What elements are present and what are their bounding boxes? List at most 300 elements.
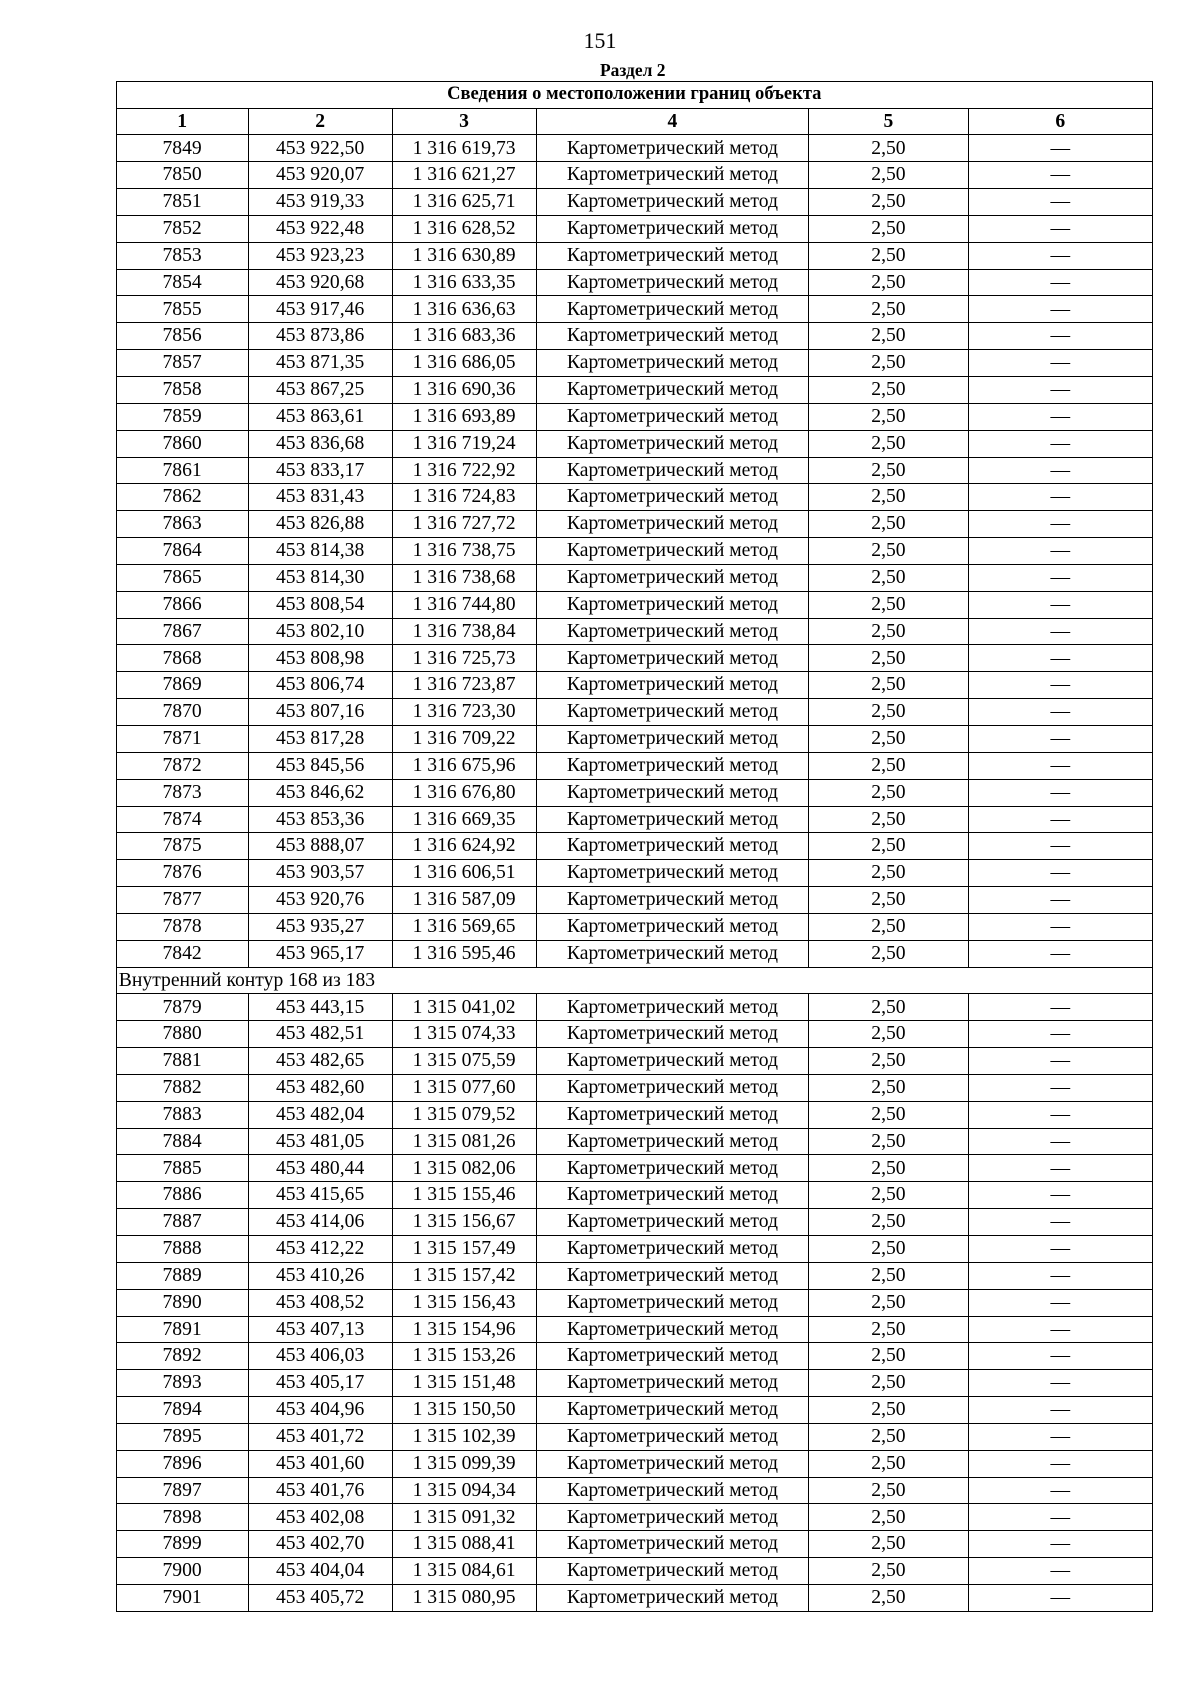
description-cell: — bbox=[968, 377, 1152, 404]
table-row bbox=[116, 377, 1152, 404]
accuracy-cell: 2,50 bbox=[809, 1209, 968, 1236]
point-number-cell: 7895 bbox=[116, 1423, 248, 1450]
y-coordinate-cell: 1 316 619,73 bbox=[392, 135, 536, 162]
method-cell: Картометрический метод bbox=[536, 511, 809, 538]
accuracy-cell: 2,50 bbox=[809, 1074, 968, 1101]
section-title: Раздел 2 bbox=[599, 60, 666, 81]
method-cell: Картометрический метод bbox=[536, 1048, 809, 1075]
point-number-cell: 7889 bbox=[116, 1262, 248, 1289]
y-coordinate-cell: 1 316 744,80 bbox=[392, 591, 536, 618]
description-cell: — bbox=[968, 323, 1152, 350]
method-cell: Картометрический метод bbox=[536, 1289, 809, 1316]
y-coordinate-cell: 1 315 088,41 bbox=[392, 1531, 536, 1558]
y-coordinate-cell: 1 316 606,51 bbox=[392, 860, 536, 887]
method-cell: Картометрический метод bbox=[536, 135, 809, 162]
table-row bbox=[116, 1397, 1152, 1424]
method-cell: Картометрический метод bbox=[536, 994, 809, 1021]
method-cell: Картометрический метод bbox=[536, 457, 809, 484]
method-cell: Картометрический метод bbox=[536, 189, 809, 216]
accuracy-cell: 2,50 bbox=[809, 135, 968, 162]
method-cell: Картометрический метод bbox=[536, 913, 809, 940]
x-coordinate-cell: 453 482,51 bbox=[248, 1021, 392, 1048]
point-number-cell: 7881 bbox=[116, 1048, 248, 1075]
point-number-cell: 7891 bbox=[116, 1316, 248, 1343]
contour-header-row bbox=[116, 967, 1152, 994]
table-row bbox=[116, 1343, 1152, 1370]
table-row bbox=[116, 296, 1152, 323]
y-coordinate-cell: 1 316 738,75 bbox=[392, 538, 536, 565]
description-cell: — bbox=[968, 162, 1152, 189]
table-row bbox=[116, 1584, 1152, 1611]
description-cell: — bbox=[968, 484, 1152, 511]
x-coordinate-cell: 453 917,46 bbox=[248, 296, 392, 323]
point-number-cell: 7856 bbox=[116, 323, 248, 350]
y-coordinate-cell: 1 315 151,48 bbox=[392, 1370, 536, 1397]
y-coordinate-cell: 1 315 099,39 bbox=[392, 1450, 536, 1477]
x-coordinate-cell: 453 826,88 bbox=[248, 511, 392, 538]
table-row bbox=[116, 1504, 1152, 1531]
point-number-cell: 7852 bbox=[116, 215, 248, 242]
point-number-cell: 7882 bbox=[116, 1074, 248, 1101]
x-coordinate-cell: 453 401,72 bbox=[248, 1423, 392, 1450]
method-cell: Картометрический метод bbox=[536, 484, 809, 511]
description-cell: — bbox=[968, 725, 1152, 752]
method-cell: Картометрический метод bbox=[536, 1074, 809, 1101]
description-cell: — bbox=[968, 242, 1152, 269]
point-number-cell: 7892 bbox=[116, 1343, 248, 1370]
description-cell: — bbox=[968, 1236, 1152, 1263]
point-number-cell: 7880 bbox=[116, 1021, 248, 1048]
method-cell: Картометрический метод bbox=[536, 860, 809, 887]
y-coordinate-cell: 1 316 636,63 bbox=[392, 296, 536, 323]
method-cell: Картометрический метод bbox=[536, 323, 809, 350]
description-cell: — bbox=[968, 1155, 1152, 1182]
y-coordinate-cell: 1 316 722,92 bbox=[392, 457, 536, 484]
y-coordinate-cell: 1 315 084,61 bbox=[392, 1558, 536, 1585]
table-row bbox=[116, 457, 1152, 484]
method-cell: Картометрический метод bbox=[536, 779, 809, 806]
description-cell: — bbox=[968, 189, 1152, 216]
x-coordinate-cell: 453 415,65 bbox=[248, 1182, 392, 1209]
accuracy-cell: 2,50 bbox=[809, 913, 968, 940]
accuracy-cell: 2,50 bbox=[809, 591, 968, 618]
description-cell: — bbox=[968, 1074, 1152, 1101]
accuracy-cell: 2,50 bbox=[809, 377, 968, 404]
table-row bbox=[116, 403, 1152, 430]
method-cell: Картометрический метод bbox=[536, 1370, 809, 1397]
method-cell: Картометрический метод bbox=[536, 940, 809, 967]
point-number-cell: 7868 bbox=[116, 645, 248, 672]
method-cell: Картометрический метод bbox=[536, 618, 809, 645]
accuracy-cell: 2,50 bbox=[809, 887, 968, 914]
accuracy-cell: 2,50 bbox=[809, 1370, 968, 1397]
description-cell: — bbox=[968, 591, 1152, 618]
x-coordinate-cell: 453 920,07 bbox=[248, 162, 392, 189]
accuracy-cell: 2,50 bbox=[809, 806, 968, 833]
x-coordinate-cell: 453 965,17 bbox=[248, 940, 392, 967]
point-number-cell: 7861 bbox=[116, 457, 248, 484]
point-number-cell: 7899 bbox=[116, 1531, 248, 1558]
page-number: 151 bbox=[583, 29, 617, 54]
table-row bbox=[116, 215, 1152, 242]
method-cell: Картометрический метод bbox=[536, 350, 809, 377]
description-cell: — bbox=[968, 1504, 1152, 1531]
y-coordinate-cell: 1 315 079,52 bbox=[392, 1101, 536, 1128]
point-number-cell: 7872 bbox=[116, 752, 248, 779]
description-cell: — bbox=[968, 457, 1152, 484]
point-number-cell: 7854 bbox=[116, 269, 248, 296]
x-coordinate-cell: 453 404,96 bbox=[248, 1397, 392, 1424]
table-row bbox=[116, 645, 1152, 672]
point-number-cell: 7885 bbox=[116, 1155, 248, 1182]
method-cell: Картометрический метод bbox=[536, 564, 809, 591]
description-cell: — bbox=[968, 994, 1152, 1021]
accuracy-cell: 2,50 bbox=[809, 1316, 968, 1343]
table-row bbox=[116, 1182, 1152, 1209]
method-cell: Картометрический метод bbox=[536, 1128, 809, 1155]
boundary-coordinates-table bbox=[116, 81, 1153, 1612]
x-coordinate-cell: 453 482,65 bbox=[248, 1048, 392, 1075]
y-coordinate-cell: 1 315 156,67 bbox=[392, 1209, 536, 1236]
point-number-cell: 7893 bbox=[116, 1370, 248, 1397]
table-row bbox=[116, 1236, 1152, 1263]
accuracy-cell: 2,50 bbox=[809, 1477, 968, 1504]
x-coordinate-cell: 453 831,43 bbox=[248, 484, 392, 511]
y-coordinate-cell: 1 315 102,39 bbox=[392, 1423, 536, 1450]
y-coordinate-cell: 1 315 081,26 bbox=[392, 1128, 536, 1155]
table-row bbox=[116, 484, 1152, 511]
table-row bbox=[116, 1289, 1152, 1316]
point-number-cell: 7875 bbox=[116, 833, 248, 860]
accuracy-cell: 2,50 bbox=[809, 1450, 968, 1477]
x-coordinate-cell: 453 853,36 bbox=[248, 806, 392, 833]
x-coordinate-cell: 453 808,54 bbox=[248, 591, 392, 618]
table-caption-row bbox=[116, 81, 1152, 108]
y-coordinate-cell: 1 315 074,33 bbox=[392, 1021, 536, 1048]
description-cell: — bbox=[968, 1343, 1152, 1370]
x-coordinate-cell: 453 903,57 bbox=[248, 860, 392, 887]
x-coordinate-cell: 453 922,48 bbox=[248, 215, 392, 242]
x-coordinate-cell: 453 481,05 bbox=[248, 1128, 392, 1155]
table-row bbox=[116, 1048, 1152, 1075]
accuracy-cell: 2,50 bbox=[809, 1182, 968, 1209]
y-coordinate-cell: 1 316 675,96 bbox=[392, 752, 536, 779]
y-coordinate-cell: 1 316 725,73 bbox=[392, 645, 536, 672]
description-cell: — bbox=[968, 699, 1152, 726]
x-coordinate-cell: 453 401,76 bbox=[248, 1477, 392, 1504]
x-coordinate-cell: 453 482,04 bbox=[248, 1101, 392, 1128]
table-row bbox=[116, 538, 1152, 565]
accuracy-cell: 2,50 bbox=[809, 1397, 968, 1424]
description-cell: — bbox=[968, 672, 1152, 699]
method-cell: Картометрический метод bbox=[536, 672, 809, 699]
x-coordinate-cell: 453 846,62 bbox=[248, 779, 392, 806]
accuracy-cell: 2,50 bbox=[809, 860, 968, 887]
x-coordinate-cell: 453 836,68 bbox=[248, 430, 392, 457]
x-coordinate-cell: 453 482,60 bbox=[248, 1074, 392, 1101]
x-coordinate-cell: 453 405,17 bbox=[248, 1370, 392, 1397]
y-coordinate-cell: 1 316 587,09 bbox=[392, 887, 536, 914]
table-row bbox=[116, 725, 1152, 752]
table-row bbox=[116, 1262, 1152, 1289]
accuracy-cell: 2,50 bbox=[809, 618, 968, 645]
y-coordinate-cell: 1 315 156,43 bbox=[392, 1289, 536, 1316]
point-number-cell: 7858 bbox=[116, 377, 248, 404]
y-coordinate-cell: 1 316 621,27 bbox=[392, 162, 536, 189]
method-cell: Картометрический метод bbox=[536, 538, 809, 565]
point-number-cell: 7901 bbox=[116, 1584, 248, 1611]
method-cell: Картометрический метод bbox=[536, 1182, 809, 1209]
accuracy-cell: 2,50 bbox=[809, 457, 968, 484]
x-coordinate-cell: 453 833,17 bbox=[248, 457, 392, 484]
method-cell: Картометрический метод bbox=[536, 296, 809, 323]
accuracy-cell: 2,50 bbox=[809, 752, 968, 779]
method-cell: Картометрический метод bbox=[536, 752, 809, 779]
table-row bbox=[116, 162, 1152, 189]
table-row bbox=[116, 269, 1152, 296]
description-cell: — bbox=[968, 1101, 1152, 1128]
accuracy-cell: 2,50 bbox=[809, 162, 968, 189]
point-number-cell: 7879 bbox=[116, 994, 248, 1021]
point-number-cell: 7870 bbox=[116, 699, 248, 726]
x-coordinate-cell: 453 845,56 bbox=[248, 752, 392, 779]
accuracy-cell: 2,50 bbox=[809, 833, 968, 860]
x-coordinate-cell: 453 867,25 bbox=[248, 377, 392, 404]
description-cell: — bbox=[968, 1531, 1152, 1558]
column-number: 2 bbox=[248, 108, 392, 135]
method-cell: Картометрический метод bbox=[536, 1343, 809, 1370]
point-number-cell: 7853 bbox=[116, 242, 248, 269]
y-coordinate-cell: 1 315 157,49 bbox=[392, 1236, 536, 1263]
accuracy-cell: 2,50 bbox=[809, 725, 968, 752]
description-cell: — bbox=[968, 1423, 1152, 1450]
table-row bbox=[116, 1316, 1152, 1343]
point-number-cell: 7867 bbox=[116, 618, 248, 645]
y-coordinate-cell: 1 316 676,80 bbox=[392, 779, 536, 806]
accuracy-cell: 2,50 bbox=[809, 672, 968, 699]
table-row bbox=[116, 752, 1152, 779]
table-row bbox=[116, 1128, 1152, 1155]
x-coordinate-cell: 453 410,26 bbox=[248, 1262, 392, 1289]
description-cell: — bbox=[968, 940, 1152, 967]
x-coordinate-cell: 453 919,33 bbox=[248, 189, 392, 216]
point-number-cell: 7876 bbox=[116, 860, 248, 887]
method-cell: Картометрический метод bbox=[536, 887, 809, 914]
table-row bbox=[116, 672, 1152, 699]
accuracy-cell: 2,50 bbox=[809, 1262, 968, 1289]
description-cell: — bbox=[968, 1370, 1152, 1397]
method-cell: Картометрический метод bbox=[536, 242, 809, 269]
description-cell: — bbox=[968, 618, 1152, 645]
x-coordinate-cell: 453 404,04 bbox=[248, 1558, 392, 1585]
point-number-cell: 7859 bbox=[116, 403, 248, 430]
method-cell: Картометрический метод bbox=[536, 1504, 809, 1531]
accuracy-cell: 2,50 bbox=[809, 994, 968, 1021]
y-coordinate-cell: 1 316 709,22 bbox=[392, 725, 536, 752]
point-number-cell: 7849 bbox=[116, 135, 248, 162]
column-number: 1 bbox=[116, 108, 248, 135]
description-cell: — bbox=[968, 1182, 1152, 1209]
x-coordinate-cell: 453 412,22 bbox=[248, 1236, 392, 1263]
method-cell: Картометрический метод bbox=[536, 1155, 809, 1182]
point-number-cell: 7877 bbox=[116, 887, 248, 914]
description-cell: — bbox=[968, 1209, 1152, 1236]
point-number-cell: 7865 bbox=[116, 564, 248, 591]
point-number-cell: 7898 bbox=[116, 1504, 248, 1531]
description-cell: — bbox=[968, 1048, 1152, 1075]
point-number-cell: 7890 bbox=[116, 1289, 248, 1316]
x-coordinate-cell: 453 923,23 bbox=[248, 242, 392, 269]
y-coordinate-cell: 1 316 628,52 bbox=[392, 215, 536, 242]
method-cell: Картометрический метод bbox=[536, 269, 809, 296]
y-coordinate-cell: 1 316 625,71 bbox=[392, 189, 536, 216]
table-row bbox=[116, 1209, 1152, 1236]
description-cell: — bbox=[968, 1128, 1152, 1155]
accuracy-cell: 2,50 bbox=[809, 1289, 968, 1316]
x-coordinate-cell: 453 808,98 bbox=[248, 645, 392, 672]
x-coordinate-cell: 453 873,86 bbox=[248, 323, 392, 350]
point-number-cell: 7869 bbox=[116, 672, 248, 699]
method-cell: Картометрический метод bbox=[536, 377, 809, 404]
point-number-cell: 7863 bbox=[116, 511, 248, 538]
y-coordinate-cell: 1 315 155,46 bbox=[392, 1182, 536, 1209]
column-number-row bbox=[116, 108, 1152, 135]
y-coordinate-cell: 1 315 154,96 bbox=[392, 1316, 536, 1343]
point-number-cell: 7864 bbox=[116, 538, 248, 565]
table-row bbox=[116, 940, 1152, 967]
description-cell: — bbox=[968, 1558, 1152, 1585]
table-row bbox=[116, 591, 1152, 618]
method-cell: Картометрический метод bbox=[536, 403, 809, 430]
y-coordinate-cell: 1 316 633,35 bbox=[392, 269, 536, 296]
accuracy-cell: 2,50 bbox=[809, 242, 968, 269]
point-number-cell: 7900 bbox=[116, 1558, 248, 1585]
accuracy-cell: 2,50 bbox=[809, 403, 968, 430]
table-row bbox=[116, 242, 1152, 269]
y-coordinate-cell: 1 315 153,26 bbox=[392, 1343, 536, 1370]
x-coordinate-cell: 453 802,10 bbox=[248, 618, 392, 645]
y-coordinate-cell: 1 316 690,36 bbox=[392, 377, 536, 404]
accuracy-cell: 2,50 bbox=[809, 1048, 968, 1075]
description-cell: — bbox=[968, 1021, 1152, 1048]
description-cell: — bbox=[968, 296, 1152, 323]
accuracy-cell: 2,50 bbox=[809, 215, 968, 242]
y-coordinate-cell: 1 316 569,65 bbox=[392, 913, 536, 940]
table-row bbox=[116, 1558, 1152, 1585]
description-cell: — bbox=[968, 887, 1152, 914]
table-row bbox=[116, 1450, 1152, 1477]
y-coordinate-cell: 1 315 077,60 bbox=[392, 1074, 536, 1101]
method-cell: Картометрический метод bbox=[536, 699, 809, 726]
y-coordinate-cell: 1 315 091,32 bbox=[392, 1504, 536, 1531]
accuracy-cell: 2,50 bbox=[809, 538, 968, 565]
accuracy-cell: 2,50 bbox=[809, 323, 968, 350]
method-cell: Картометрический метод bbox=[536, 591, 809, 618]
x-coordinate-cell: 453 414,06 bbox=[248, 1209, 392, 1236]
description-cell: — bbox=[968, 833, 1152, 860]
point-number-cell: 7842 bbox=[116, 940, 248, 967]
description-cell: — bbox=[968, 806, 1152, 833]
table-caption: Сведения о местоположении границ объекта bbox=[116, 81, 1152, 108]
table-body bbox=[116, 81, 1152, 1611]
point-number-cell: 7862 bbox=[116, 484, 248, 511]
accuracy-cell: 2,50 bbox=[809, 779, 968, 806]
point-number-cell: 7866 bbox=[116, 591, 248, 618]
method-cell: Картометрический метод bbox=[536, 1236, 809, 1263]
accuracy-cell: 2,50 bbox=[809, 645, 968, 672]
point-number-cell: 7884 bbox=[116, 1128, 248, 1155]
method-cell: Картометрический метод bbox=[536, 1558, 809, 1585]
point-number-cell: 7887 bbox=[116, 1209, 248, 1236]
point-number-cell: 7871 bbox=[116, 725, 248, 752]
x-coordinate-cell: 453 817,28 bbox=[248, 725, 392, 752]
point-number-cell: 7886 bbox=[116, 1182, 248, 1209]
table-row bbox=[116, 1021, 1152, 1048]
point-number-cell: 7855 bbox=[116, 296, 248, 323]
accuracy-cell: 2,50 bbox=[809, 940, 968, 967]
table-row bbox=[116, 1370, 1152, 1397]
accuracy-cell: 2,50 bbox=[809, 1423, 968, 1450]
description-cell: — bbox=[968, 403, 1152, 430]
y-coordinate-cell: 1 316 723,30 bbox=[392, 699, 536, 726]
table-row bbox=[116, 913, 1152, 940]
accuracy-cell: 2,50 bbox=[809, 1101, 968, 1128]
point-number-cell: 7857 bbox=[116, 350, 248, 377]
accuracy-cell: 2,50 bbox=[809, 296, 968, 323]
description-cell: — bbox=[968, 215, 1152, 242]
method-cell: Картометрический метод bbox=[536, 430, 809, 457]
accuracy-cell: 2,50 bbox=[809, 1558, 968, 1585]
y-coordinate-cell: 1 315 094,34 bbox=[392, 1477, 536, 1504]
description-cell: — bbox=[968, 135, 1152, 162]
method-cell: Картометрический метод bbox=[536, 1397, 809, 1424]
y-coordinate-cell: 1 315 150,50 bbox=[392, 1397, 536, 1424]
description-cell: — bbox=[968, 1316, 1152, 1343]
point-number-cell: 7874 bbox=[116, 806, 248, 833]
column-number: 5 bbox=[809, 108, 968, 135]
x-coordinate-cell: 453 920,76 bbox=[248, 887, 392, 914]
x-coordinate-cell: 453 401,60 bbox=[248, 1450, 392, 1477]
x-coordinate-cell: 453 402,08 bbox=[248, 1504, 392, 1531]
accuracy-cell: 2,50 bbox=[809, 1236, 968, 1263]
y-coordinate-cell: 1 316 595,46 bbox=[392, 940, 536, 967]
description-cell: — bbox=[968, 1450, 1152, 1477]
method-cell: Картометрический метод bbox=[536, 1101, 809, 1128]
accuracy-cell: 2,50 bbox=[809, 269, 968, 296]
column-number: 6 bbox=[968, 108, 1152, 135]
method-cell: Картометрический метод bbox=[536, 1021, 809, 1048]
y-coordinate-cell: 1 315 082,06 bbox=[392, 1155, 536, 1182]
description-cell: — bbox=[968, 564, 1152, 591]
x-coordinate-cell: 453 406,03 bbox=[248, 1343, 392, 1370]
description-cell: — bbox=[968, 1289, 1152, 1316]
accuracy-cell: 2,50 bbox=[809, 564, 968, 591]
table-row bbox=[116, 564, 1152, 591]
accuracy-cell: 2,50 bbox=[809, 350, 968, 377]
x-coordinate-cell: 453 806,74 bbox=[248, 672, 392, 699]
table-row bbox=[116, 860, 1152, 887]
method-cell: Картометрический метод bbox=[536, 162, 809, 189]
method-cell: Картометрический метод bbox=[536, 215, 809, 242]
method-cell: Картометрический метод bbox=[536, 1450, 809, 1477]
point-number-cell: 7850 bbox=[116, 162, 248, 189]
x-coordinate-cell: 453 814,38 bbox=[248, 538, 392, 565]
table-row bbox=[116, 1423, 1152, 1450]
x-coordinate-cell: 453 443,15 bbox=[248, 994, 392, 1021]
y-coordinate-cell: 1 316 738,84 bbox=[392, 618, 536, 645]
point-number-cell: 7873 bbox=[116, 779, 248, 806]
contour-label: Внутренний контур 168 из 183 bbox=[116, 967, 1152, 994]
